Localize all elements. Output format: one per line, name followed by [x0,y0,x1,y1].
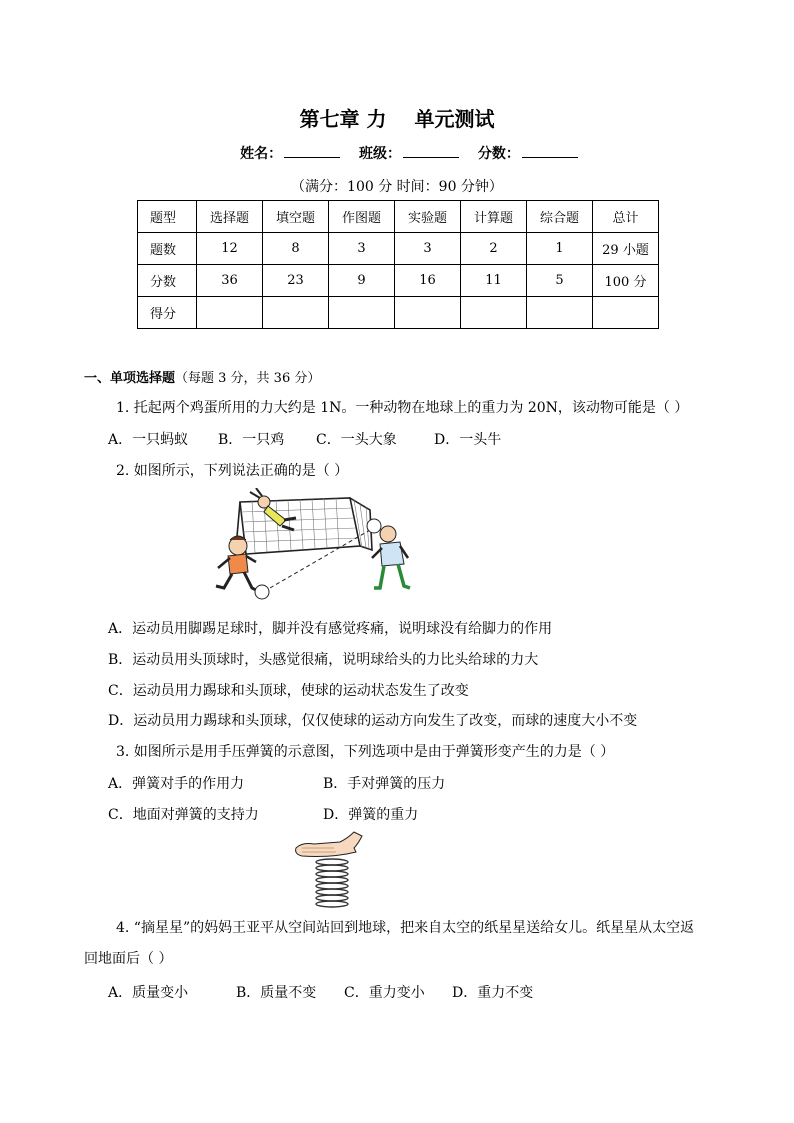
table-cell: 12 [197,233,263,265]
table-cell: 选择题 [197,201,263,233]
table-row [138,233,659,265]
question-2-option-a[interactable]: A．运动员用脚踢足球时，脚并没有感觉疼痛，说明球没有给脚力的作用 [108,621,553,637]
goalkeeper-figure [250,488,296,530]
kicker-figure [216,536,260,592]
option-b[interactable]: B．质量不变 [236,985,317,1001]
option-a[interactable]: A．弹簧对手的作用力 [108,776,245,792]
table-cell: 3 [329,233,395,265]
option-a[interactable]: A．质量变小 [108,985,189,1001]
name-blank[interactable] [284,145,340,158]
student-info [0,143,794,163]
table-cell: 题数 [138,233,197,265]
table-cell: 1 [527,233,593,265]
section-heading [84,367,320,386]
section-title: 一、单项选择题 [84,371,176,386]
score-table [137,200,659,329]
option-a[interactable]: A．一只蚂蚁 [108,432,189,448]
question-2-option-d[interactable]: D．运动员用力踢球和头顶球，仅仅使球的运动方向发生了改变，而球的速度大小不变 [108,713,638,729]
option-b[interactable]: B．一只鸡 [218,432,285,448]
section-note: （每题 3 分，共 36 分） [175,371,321,386]
option-c[interactable]: C．重力变小 [344,985,425,1001]
question-1-stem: 1. 托起两个鸡蛋所用的力大约是 1N。一种动物在地球上的重力为 20N，该动物可能是（ ） [116,400,689,416]
question-3-options-row2 [108,804,418,824]
table-cell: 总计 [593,201,659,233]
question-2-option-b[interactable]: B．运动员用头顶球时，头感觉很痛，说明球给头的力比头给球的力大 [108,652,539,668]
table-cell: 8 [263,233,329,265]
option-b[interactable]: B．手对弹簧的压力 [323,776,446,792]
table-cell: 计算题 [461,201,527,233]
table-cell: 11 [461,265,527,297]
question-4-stem-line2: 回地面后（ ） [84,951,173,967]
table-cell: 2 [461,233,527,265]
class-blank[interactable] [403,145,459,158]
score-entry-cell[interactable] [329,297,395,329]
table-cell: 16 [395,265,461,297]
question-4-stem-line1: 4. “摘星星”的妈妈王亚平从空间站回到地球，把来自太空的纸星星送给女儿。纸星星从太空返 [116,920,695,936]
table-cell: 综合题 [527,201,593,233]
name-label: 姓名： [240,146,283,162]
header-figure [367,519,410,588]
table-cell: 题型 [138,201,197,233]
score-entry-cell[interactable] [263,297,329,329]
table-cell: 填空题 [263,201,329,233]
table-cell: 3 [395,233,461,265]
soccer-illustration [210,488,420,604]
score-entry-cell[interactable] [197,297,263,329]
score-entry-cell[interactable] [527,297,593,329]
score-entry-cell[interactable] [395,297,461,329]
question-1-options [108,429,501,449]
score-entry-cell[interactable] [593,297,659,329]
score-entry-cell[interactable] [461,297,527,329]
class-label: 班级： [359,146,401,162]
table-cell: 9 [329,265,395,297]
option-c[interactable]: C．地面对弹簧的支持力 [108,807,259,823]
option-d[interactable]: D．重力不变 [452,985,534,1001]
table-row [138,297,659,329]
test-title: 单元测试 [414,107,495,131]
table-cell: 29 小题 [593,233,659,265]
table-cell: 5 [527,265,593,297]
table-cell: 100 分 [593,265,659,297]
question-2-stem: 2. 如图所示，下列说法正确的是（ ） [116,463,349,479]
table-cell: 实验题 [395,201,461,233]
table-row [138,265,659,297]
question-3-options-row1 [108,773,445,793]
table-cell: 得分 [138,297,197,329]
page-title [0,103,794,132]
question-2-option-c[interactable]: C．运动员用力踢球和头顶球，使球的运动状态发生了改变 [108,683,469,699]
soccer-ball [255,585,269,599]
question-4-options [108,982,533,1002]
table-cell: 36 [197,265,263,297]
table-header-row [138,201,659,233]
chapter-title: 第七章 力 [299,107,387,131]
table-cell: 作图题 [329,201,395,233]
option-c[interactable]: C．一头大象 [316,432,397,448]
option-d[interactable]: D．一头牛 [434,432,502,448]
table-cell: 23 [263,265,329,297]
option-d[interactable]: D．弹簧的重力 [323,807,419,823]
score-blank[interactable] [522,145,578,158]
hand-spring-illustration [292,830,372,910]
question-3-stem: 3. 如图所示是用手压弹簧的示意图，下列选项中是由于弹簧形变产生的力是（ ） [116,744,615,760]
score-label: 分数： [477,146,520,162]
exam-note: （满分：100 分 时间：90 分钟） [291,179,503,195]
table-cell: 分数 [138,265,197,297]
